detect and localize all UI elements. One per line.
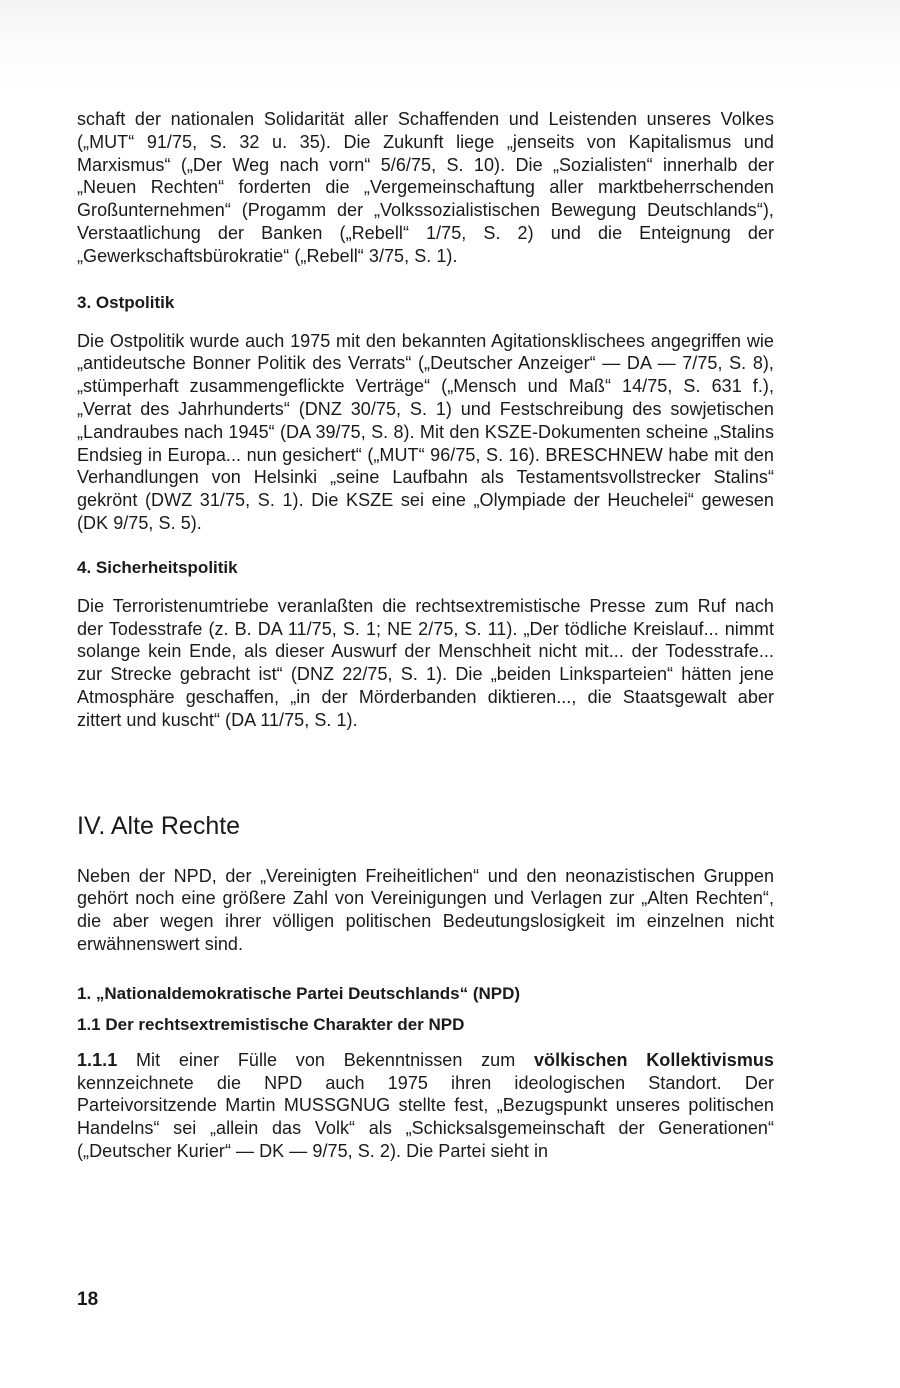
paragraph-continued: schaft der nationalen Solidarität aller Schaffenden und Leistenden unseres Volkes („MUT“ 91/75, S. 32 u. 35). Die Zukunft liege „jenseits von Kapitalismus und Marxismus“ („Der Weg nach vorn“ 5/6/75, S. 10). Die „Sozialisten“ innerhalb der „Neuen Rechten“ forderten die „Vergemeinschaftung aller marktbeherrschenden Großunternehmen“ (Progamm der „Volkssozialistischen Bewegung Deutschlands“), Verstaatlichung der Banken („Rebell“ 1/75, S. 2) und die Enteignung der „Gewerkschaftsbürokratie“ („Rebell“ 3/75, S. 1). [77,109,774,266]
paragraph-sicherheitspolitik: Die Terroristenumtriebe veranlaßten die rechtsextremistische Presse zum Ruf nach der Todesstrafe (z. B. DA 11/75, S. 1; NE 2/75, S. 11). „Der tödliche Kreislauf... nimmt solange kein Ende, als dieser Auswurf der Menschheit nicht mit... der Todesstrafe... zur Strecke gebracht ist“ (DNZ 22/75, S. 1). Die „beiden Linksparteien“ hätten jene Atmosphäre geschaffen, „in der Mörderbanden diktieren..., die Staatsgewalt aber zittert und kuscht“ (DA 11/75, S. 1). [77,595,774,730]
heading-charakter: 1.1 Der rechtsextremistische Charakter der NPD [77,1014,465,1034]
emphasis-text: völkischen Kollektivismus [534,1049,774,1070]
paragraph-alte-rechte: Neben der NPD, der „Vereinigten Freiheitlichen“ und den neonazistischen Gruppen gehört noch eine größere Zahl von Vereinigungen und Verlagen zur „Alten Rechten“, die aber wegen ihrer völligen politischen Bedeutungslosigkeit im einzelnen nicht erwähnenswert sind. [77,865,774,954]
text-run: Mit einer Fülle von Bekenntnissen zum [117,1049,534,1070]
heading-ostpolitik: 3. Ostpolitik [77,292,175,312]
paragraph-ostpolitik: Die Ostpolitik wurde auch 1975 mit den bekannten Agitationsklischees angegriffen wie „antideutsche Bonner Politik des Verrats“ („Deutscher Anzeiger“ — DA — 7/75, S. 8), „stümperhaft zusammengeflickte Verträge“ („Mensch und Maß“ 14/75, S. 631 f.), „Verrat des Jahrhunderts“ (DNZ 30/75, S. 1) und Festschreibung des sowjetischen „Landraubes nach 1945“ (DA 39/75, S. 8). Mit den KSZE-Dokumenten scheine „Stalins Endsieg in Europa... nun gesichert“ („MUT“ 96/75, S. 16). BRESCHNEW habe mit den Verhandlungen von Helsinki „seine Laufbahn als Testamentsvollstrecker Stalins“ gekrönt (DWZ 31/75, S. 1). Die KSZE sei eine „Olympiade der Heuchelei“ gewesen (DK 9/75, S. 5). [77,330,774,533]
heading-npd: 1. „Nationaldemokratische Partei Deutschlands“ (NPD) [77,983,521,1003]
paragraph-1-1-1 [77,1049,774,1163]
section-number: 1.1.1 [77,1049,118,1070]
text-column [77,108,774,1163]
chapter-title: IV. Alte Rechte [77,811,241,840]
text-run: kennzeichnete die NPD auch 1975 ihren ideologischen Standort. Der Parteivorsitzende Martin MUSSGNUG stellte fest, „Bezugspunkt unseres politischen Handelns“ sei „allein das Volk“ als „Schicksalsgemeinschaft der Generationen“ („Deutscher Kurier“ — DK — 9/75, S. 2). Die Partei sieht in [77,1072,774,1161]
page-number: 18 [77,1289,99,1310]
heading-sicherheitspolitik: 4. Sicherheitspolitik [77,557,238,577]
